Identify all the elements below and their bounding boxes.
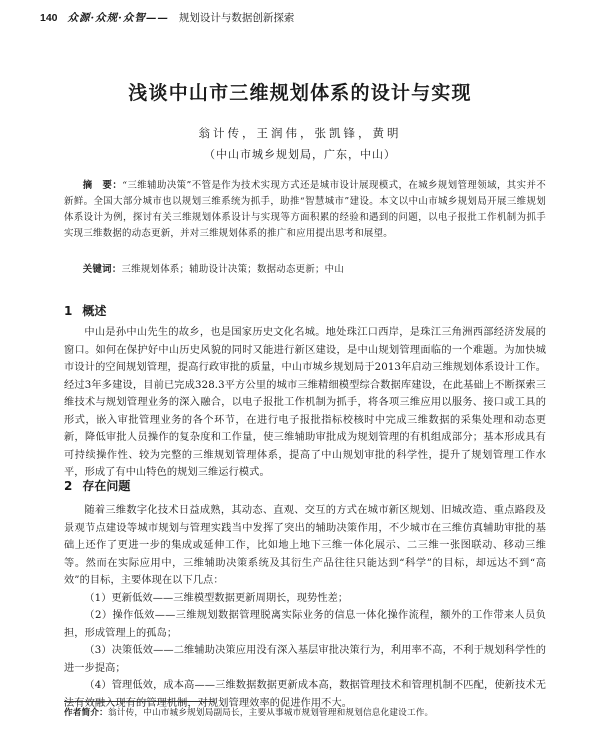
article-title: 浅谈中山市三维规划体系的设计与实现 xyxy=(128,82,472,104)
affiliation: （中山市城乡规划局，广东，中山） xyxy=(204,148,396,161)
journal-name: 众源·众规·众智—— xyxy=(67,12,169,24)
abstract-text: “三维辅助决策”不管是作为技术实现方式还是城市设计展现模式，在城乡规划管理领域，其实并不新鲜。全国大部分城市也以规划三维系统为抓手，助推“智慧城市”建设。本文以中山市城乡规划局开展三维规划体系设计为例，探讨有关三维规划体系设计与实现等方面积累的经验和遇到的问题，以电子报批工作机制为抓手实现三维数据的动态更新，并对三维规划体系的推广和应用提出思考和展望。 xyxy=(64,180,547,239)
journal-subtitle: 规划设计与数据创新探索 xyxy=(178,12,295,24)
running-header xyxy=(40,10,562,25)
footnote-text: 翁计传，中山市城乡规划局副局长，主要从事城市规划管理和规划信息化建设工作。 xyxy=(107,708,434,718)
abstract-label: 摘 要： xyxy=(82,180,123,191)
keywords-text: 三维规划体系；辅助设计决策；数据动态更新；中山 xyxy=(121,264,345,275)
section-1-heading xyxy=(64,302,106,319)
authors: 翁计传，王润伟，张凯锋，黄明 xyxy=(198,126,402,140)
issue-item-4: （4）管理低效，成本高——三维数据数据更新成本高，数据管理技术和管理机制不匹配，使新技术无法有效融入现有的管理机制，对规划管理效率的促进作用不大。 xyxy=(64,680,546,709)
footnote-rule xyxy=(64,701,214,702)
keywords xyxy=(64,262,546,278)
section-2-heading xyxy=(64,477,130,494)
issue-item-2: （2）操作低效——三维规划数据管理脱离实际业务的信息一体化操作流程，额外的工作带来人员负担，形成管理上的孤岛； xyxy=(64,610,546,639)
abstract xyxy=(64,178,546,242)
section-2-intro: 随着三维数字化技术日益成熟，其动态、直观、交互的方式在城市新区规划、旧城改造、重点路段及景观节点建设等城市规划与管理实践当中发挥了突出的辅助决策作用，不少城市在三维仿真辅助审批的基础上还作了更进一步的集成或延伸工作，比如地上地下三维一体化展示、二三维一张图联动、移动三维等。然而在实际应用中，三维辅助决策系统及其衍生产品往往只能达到“科学”的目标，却远达不到“高效”的目标，主要体现在以下几点： xyxy=(64,505,546,586)
author-footnote xyxy=(64,706,564,718)
page-number: 140 xyxy=(40,12,58,24)
section-1-title: 概述 xyxy=(82,304,107,318)
issue-item-1: （1）更新低效——三维模型数据更新周期长，现势性差； xyxy=(84,592,349,604)
section-2-number: 2 xyxy=(64,479,73,493)
section-1-paragraph: 中山是孙中山先生的故乡，也是国家历史文化名城。地处珠江口西岸，是珠江三角洲西部经济发展的窗口。如何在保护好中山历史风貌的同时又能进行新区建设，是中山规划管理面临的一个难题。为加快城市设计的空间规划管理，提高行政审批的质量，中山市城乡规划局于2013年启动三维规划体系设计工作。经过3年多建设，目前已完成328.3平方公里的城市三维精细模型综合数据库建设，在此基础上不断探索三维技术与规划管理业务的深入融合，以电子报批工作机制为抓手，将各项三维应用以服务、接口或工具的形式，嵌入审批管理业务的各个环节，在进行电子报批指标校核时中完成三维数据的采集处理和动态更新，降低审批人员操作的复杂度和工作量，使三维辅助审批成为规划管理的有机组成部分；基本形成具有可持续操作性、较为完整的三维规划管理体系，提高了中山规划审批的科学性，提升了规划管理工作水平，形成了有中山特色的规划三维运行模式。 xyxy=(64,327,546,478)
issue-item-3: （3）决策低效——二维辅助决策应用没有深入基层审批决策行为，利用率不高，不利于规划科学性的进一步提高； xyxy=(64,645,546,674)
keywords-label: 关键词： xyxy=(82,264,122,275)
section-2-title: 存在问题 xyxy=(82,479,131,493)
section-1-number: 1 xyxy=(64,304,73,318)
section-2-body xyxy=(64,502,546,712)
footnote-label: 作者简介： xyxy=(64,708,108,718)
